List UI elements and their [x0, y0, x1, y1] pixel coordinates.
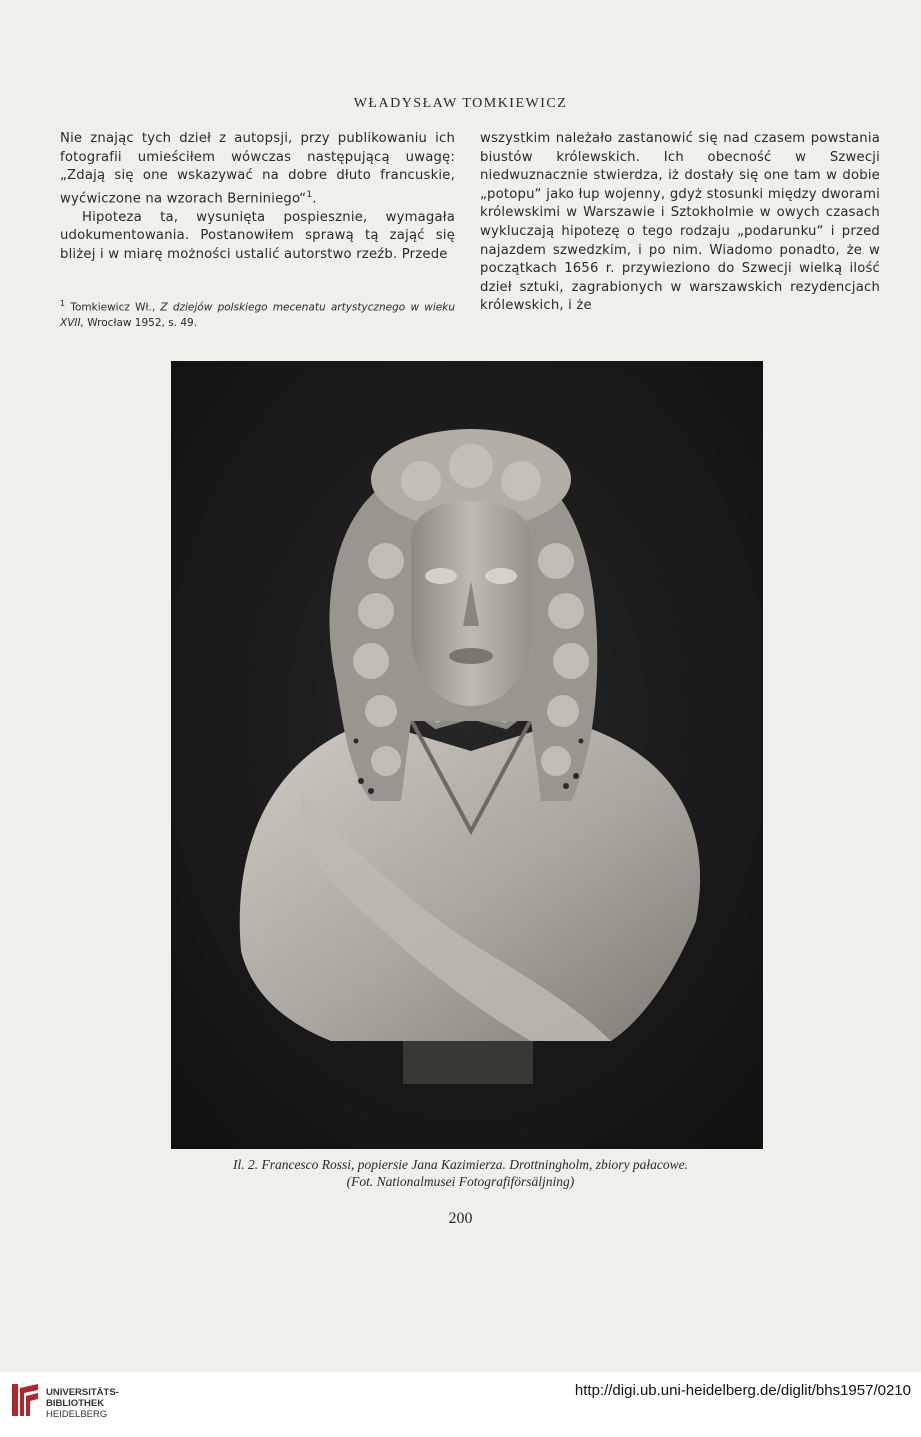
university-library-logo-icon[interactable]: [10, 1380, 42, 1424]
source-url-link[interactable]: http://digi.ub.uni-heidelberg.de/diglit/bhs1957/0210: [574, 1382, 911, 1399]
figure-caption: [0, 1156, 921, 1190]
footnote: [60, 296, 455, 331]
footnote-title: Z dziejów polskiego mecenatu artystycznego w wieku XVII,: [60, 301, 455, 329]
paragraph-1: [60, 130, 455, 209]
left-column: [60, 130, 455, 265]
footnote-publication: Wrocław 1952, s. 49.: [87, 316, 198, 329]
paragraph-1-end: .: [312, 191, 317, 207]
bust-pedestal: [403, 1036, 533, 1084]
library-name: [46, 1387, 119, 1420]
bust-illustration: [171, 361, 763, 1149]
paragraph-1-text: Nie znając tych dzieł z autopsji, przy publikowaniu ich fotografii umieściłem wówczas następującą uwagę: „Zdają się one wskazywać na dobre dłuto francuskie, wyćwiczone na wzorach Berniniego“: [60, 131, 455, 207]
right-paragraph: wszystkim należało zastanowić się nad czasem powstania biustów królewskich. Ich obecność w Szwecji niedwuznacznie stwierdza, iż dostały się one tam w dobie „potopu“ jako łup wojenny, gdyż stosunki między dworami królewskimi w Warszawie i Sztokholmie w owych czasach wykluczają hipotezę o tego rodzaju „podarunku“ i przed najazdem szwedzkim, i po nim. Wiadomo ponadto, że w początkach 1656 r. przywieziono do Szwecji wielką ilość dzieł sztuki, zagrabionych w warszawskich rezydencjach królewskich, i że: [480, 131, 880, 314]
library-name-line-3: HEIDELBERG: [46, 1409, 108, 1420]
caption-line-1: Il. 2. Francesco Rossi, popiersie Jana Kazimierza. Drottningholm, zbiory pałacowe.: [232, 1157, 689, 1172]
footnote-number: 1: [60, 299, 66, 308]
paragraph-2: Hipoteza ta, wysunięta pospiesznie, wymagała udokumentowania. Postanowiłem sprawą tą zająć się bliżej i w miarę możności ustalić autorstwo rzeźb. Przede: [60, 209, 455, 262]
library-name-line-1: UNIVERSITÄTS-: [46, 1387, 119, 1398]
library-name-line-2: BIBLIOTHEK: [46, 1398, 105, 1409]
running-header: WŁADYSŁAW TOMKIEWICZ: [353, 96, 568, 111]
page-number: 200: [448, 1210, 473, 1227]
caption-line-2: (Fot. Nationalmusei Fotografiförsäljning): [346, 1174, 575, 1189]
footnote-author: Tomkiewicz Wł.,: [70, 301, 156, 314]
bust-photograph: [171, 361, 763, 1149]
right-column: [480, 130, 880, 316]
footnote-ref[interactable]: 1: [306, 189, 313, 200]
